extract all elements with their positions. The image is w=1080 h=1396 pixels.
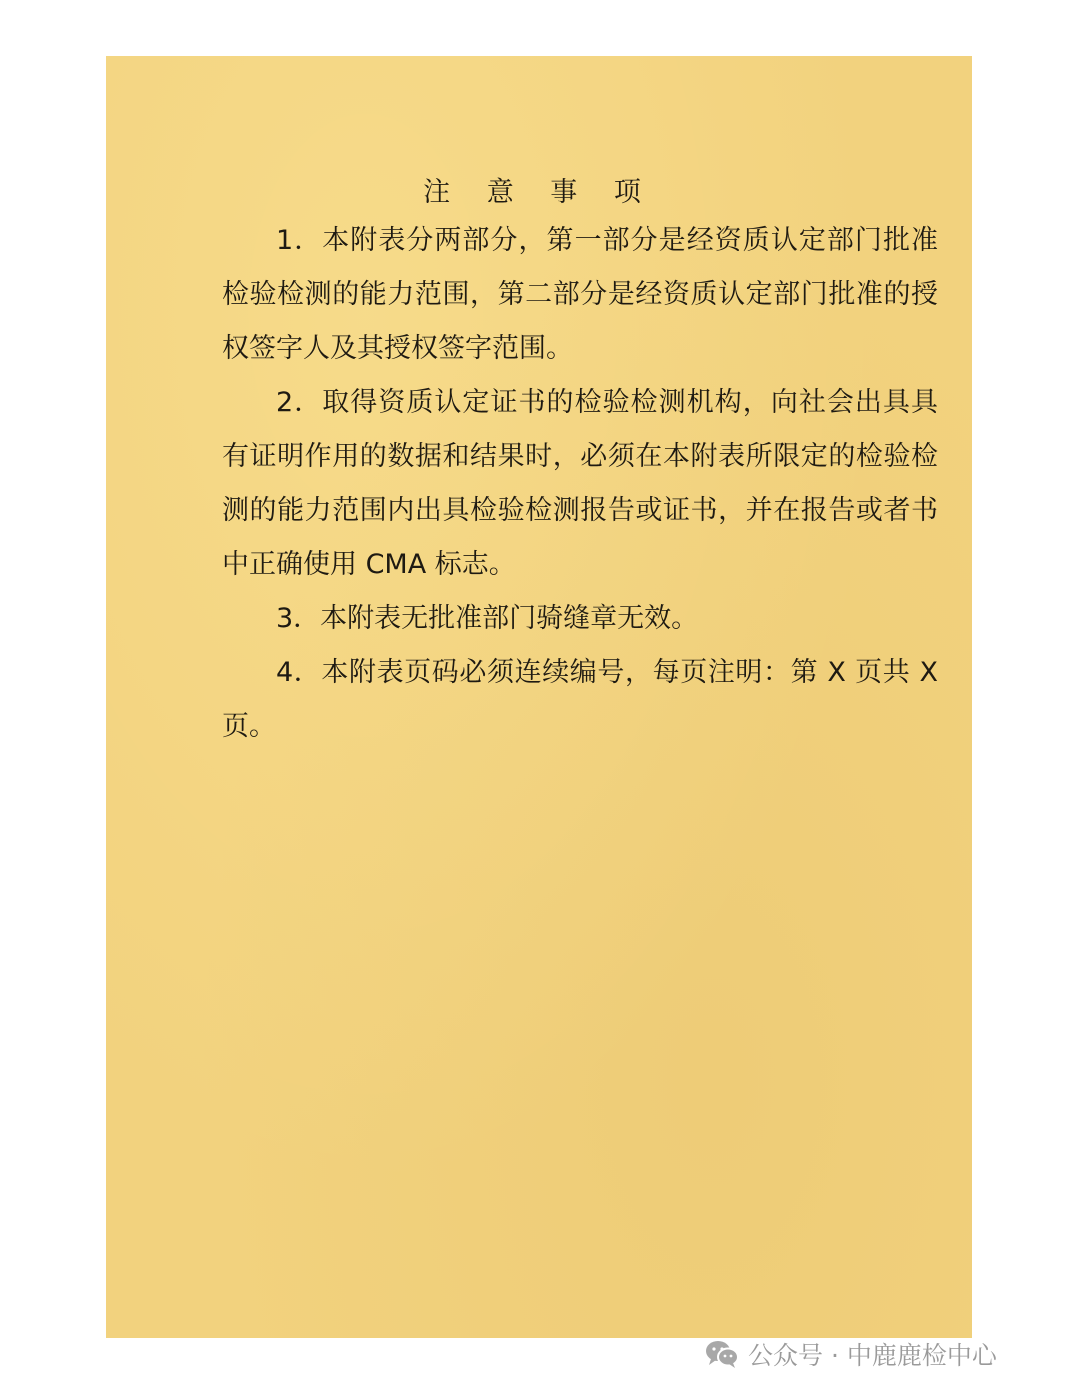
watermark [704, 1336, 997, 1372]
document-title: 注 意 事 项 [423, 177, 655, 208]
document-page [106, 56, 972, 1338]
wechat-icon [704, 1339, 740, 1369]
note-item-4: 4．本附表页码必须连续编号，每页注明：第 X 页共 X 页。 [222, 657, 938, 742]
notes-list [222, 214, 938, 754]
note-item-1: 1．本附表分两部分，第一部分是经资质认定部门批准检验检测的能力范围，第二部分是经资质认定部门批准的授权签字人及其授权签字范围。 [222, 225, 938, 364]
watermark-text: 公众号 · 中鹿鹿检中心 [748, 1341, 997, 1370]
note-item-2: 2．取得资质认定证书的检验检测机构，向社会出具具有证明作用的数据和结果时，必须在本附表所限定的检验检测的能力范围内出具检验检测报告或证书，并在报告或者书中正确使用 CMA 标志。 [222, 387, 938, 580]
note-item-3: 3．本附表无批准部门骑缝章无效。 [276, 603, 699, 634]
